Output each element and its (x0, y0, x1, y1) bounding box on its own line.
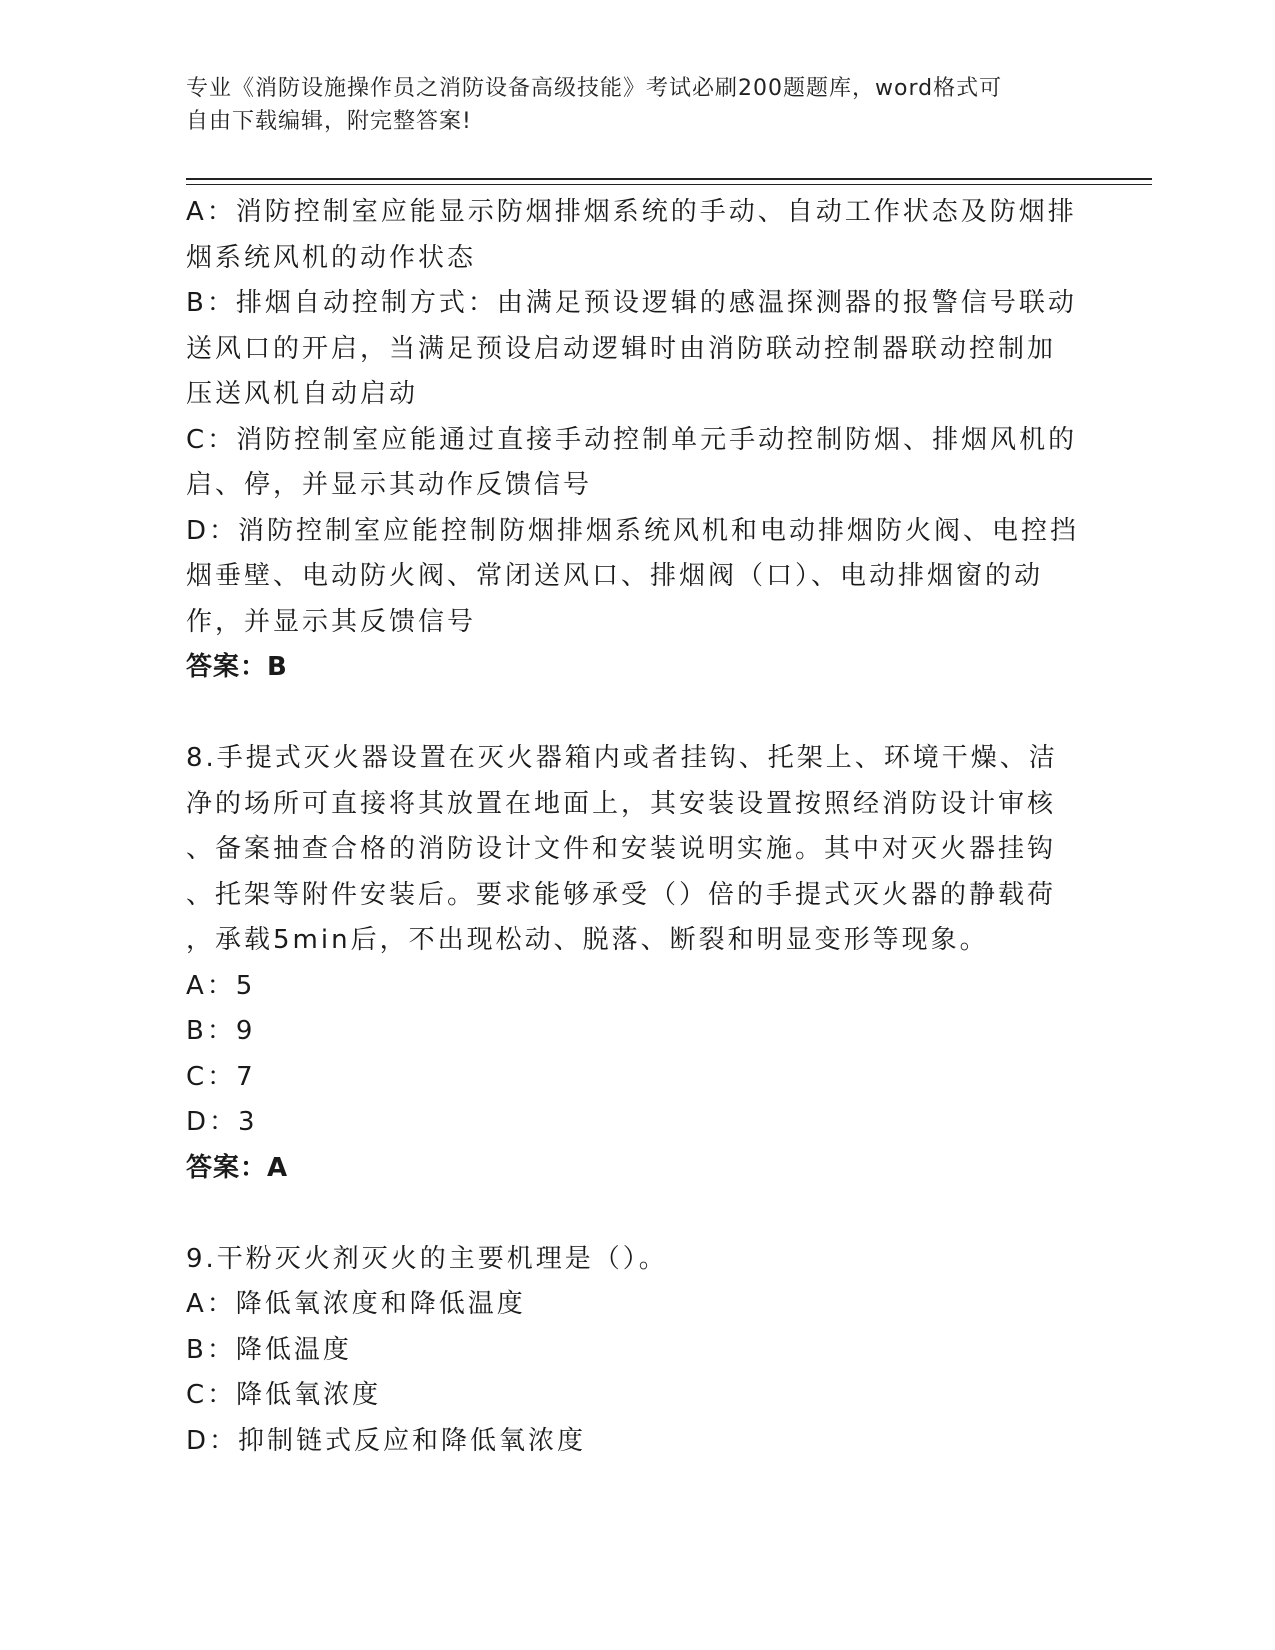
q8-answer: 答案：A (186, 1152, 289, 1183)
question-7-options (186, 190, 1086, 691)
q7-answer: 答案：B (186, 652, 288, 682)
q8-option-c: C：7 (186, 1061, 256, 1092)
question-8 (186, 736, 1086, 1191)
q9-option-a: A：降低氧浓度和降低温度 (186, 1289, 526, 1319)
q8-option-b: B：9 (186, 1016, 256, 1046)
header-divider-thick (186, 178, 1152, 180)
document-header (186, 72, 1066, 138)
q8-stem-line-3: 、备案抽查合格的消防设计文件和安装说明实施。其中对灭火器挂钩 (186, 834, 1057, 864)
q7-option-a-line-1: A：消防控制室应能显示防烟排烟系统的手动、自动工作状态及防烟排 (186, 197, 1077, 227)
header-line-1: 专业《消防设施操作员之消防设备高级技能》考试必刷200题题库，word格式可 (186, 76, 1003, 101)
q8-stem-line-5: ，承载5min后，不出现松动、脱落、断裂和明显变形等现象。 (186, 925, 989, 955)
spacer (186, 1191, 1086, 1237)
q7-option-c-line-1: C：消防控制室应能通过直接手动控制单元手动控制防烟、排烟风机的 (186, 424, 1078, 455)
spacer (186, 691, 1086, 737)
q8-option-d: D：3 (186, 1107, 258, 1137)
q8-stem-line-4: 、托架等附件安装后。要求能够承受（）倍的手提式灭火器的静载荷 (186, 879, 1057, 910)
q8-option-a: A：5 (186, 970, 256, 1001)
q7-option-a-line-2: 烟系统风机的动作状态 (186, 242, 477, 273)
q7-option-c-line-2: 启、停，并显示其动作反馈信号 (186, 470, 593, 500)
q7-option-d-line-2: 烟垂壁、电动防火阀、常闭送风口、排烟阀（口）、电动排烟窗的动 (186, 561, 1044, 591)
q7-option-d-line-3: 作，并显示其反馈信号 (186, 606, 477, 637)
header-line-2: 自由下载编辑，附完整答案! (186, 109, 472, 134)
question-9 (186, 1237, 1086, 1465)
q9-option-d: D：抑制链式反应和降低氧浓度 (186, 1425, 587, 1456)
q7-option-b-line-2: 送风口的开启，当满足预设启动逻辑时由消防联动控制器联动控制加 (186, 333, 1057, 364)
q7-option-b-line-1: B：排烟自动控制方式：由满足预设逻辑的感温探测器的报警信号联动 (186, 288, 1077, 318)
q8-stem-line-2: 净的场所可直接将其放置在地面上，其安装设置按照经消防设计审核 (186, 788, 1057, 819)
q9-option-b: B：降低温度 (186, 1334, 352, 1365)
q9-stem-line-1: 9.干粉灭火剂灭火的主要机理是（）。 (186, 1243, 668, 1274)
q8-stem-line-1: 8.手提式灭火器设置在灭火器箱内或者挂钩、托架上、环境干燥、洁 (186, 743, 1058, 773)
header-divider-thin (186, 184, 1152, 185)
q7-option-d-line-1: D：消防控制室应能控制防烟排烟系统风机和电动排烟防火阀、电控挡 (186, 515, 1080, 546)
q9-option-c: C：降低氧浓度 (186, 1380, 382, 1410)
document-body (186, 190, 1086, 1464)
q7-option-b-line-3: 压送风机自动启动 (186, 379, 419, 409)
